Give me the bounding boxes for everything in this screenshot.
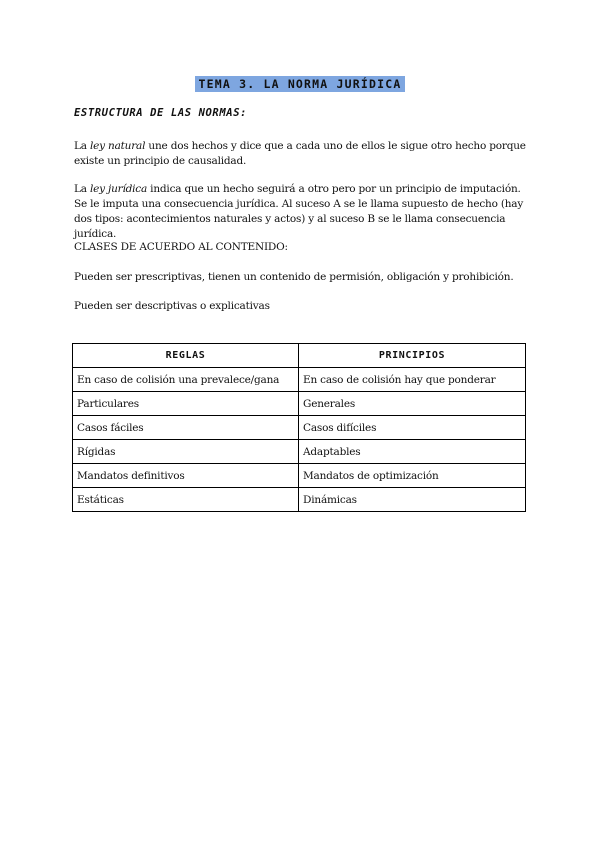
paragraph-text: La: [74, 140, 90, 152]
table-header-row: [73, 344, 526, 368]
paragraph-prescriptivas: Pueden ser prescriptivas, tienen un contenido de permisión, obligación y prohibición.: [74, 271, 514, 283]
page-title: TEMA 3. LA NORMA JURÍDICA: [195, 76, 404, 92]
table-cell: En caso de colisión una prevalece/gana: [73, 368, 299, 392]
title-wrapper: [0, 73, 600, 92]
table-row: [73, 416, 526, 440]
emphasis-text: ley natural: [89, 140, 146, 152]
table-row: [73, 488, 526, 512]
table-cell: Dinámicas: [299, 488, 526, 512]
paragraph-text: indica que un hecho seguirá a otro pero por un principio de imputación. Se le imputa una consecuencia jurídica. Al suceso A se le llama supuesto de hecho (hay dos tipos: acontecimientos naturales y actos) y al suceso B se le llama consecuencia jurídica.: [74, 183, 524, 240]
paragraph-descriptivas: Pueden ser descriptivas o explicativas: [74, 300, 270, 312]
table-cell: Casos fáciles: [73, 416, 299, 440]
paragraph-text: La: [74, 183, 90, 195]
paragraph-ley-juridica: [74, 182, 534, 242]
table-row: [73, 392, 526, 416]
emphasis-text: ley jurídica: [89, 183, 148, 195]
section-heading: ESTRUCTURA DE LAS NORMAS:: [74, 107, 248, 119]
table-cell: En caso de colisión hay que ponderar: [299, 368, 526, 392]
table-row: [73, 464, 526, 488]
paragraph-text: une dos hechos y dice que a cada uno de ellos le sigue otro hecho porque existe un principio de causalidad.: [74, 140, 526, 167]
table-cell: Generales: [299, 392, 526, 416]
comparison-table: [72, 343, 526, 512]
table-cell: Mandatos de optimización: [299, 464, 526, 488]
table-cell: Mandatos definitivos: [73, 464, 299, 488]
table-header-reglas: REGLAS: [73, 344, 299, 368]
paragraph-clases: CLASES DE ACUERDO AL CONTENIDO:: [74, 241, 288, 253]
table-cell: Rígidas: [73, 440, 299, 464]
paragraph-ley-natural: [74, 139, 534, 169]
table-cell: Particulares: [73, 392, 299, 416]
table-cell: Estáticas: [73, 488, 299, 512]
table-row: [73, 368, 526, 392]
table-row: [73, 440, 526, 464]
table-header-principios: PRINCIPIOS: [299, 344, 526, 368]
table-cell: Adaptables: [299, 440, 526, 464]
table-cell: Casos difíciles: [299, 416, 526, 440]
